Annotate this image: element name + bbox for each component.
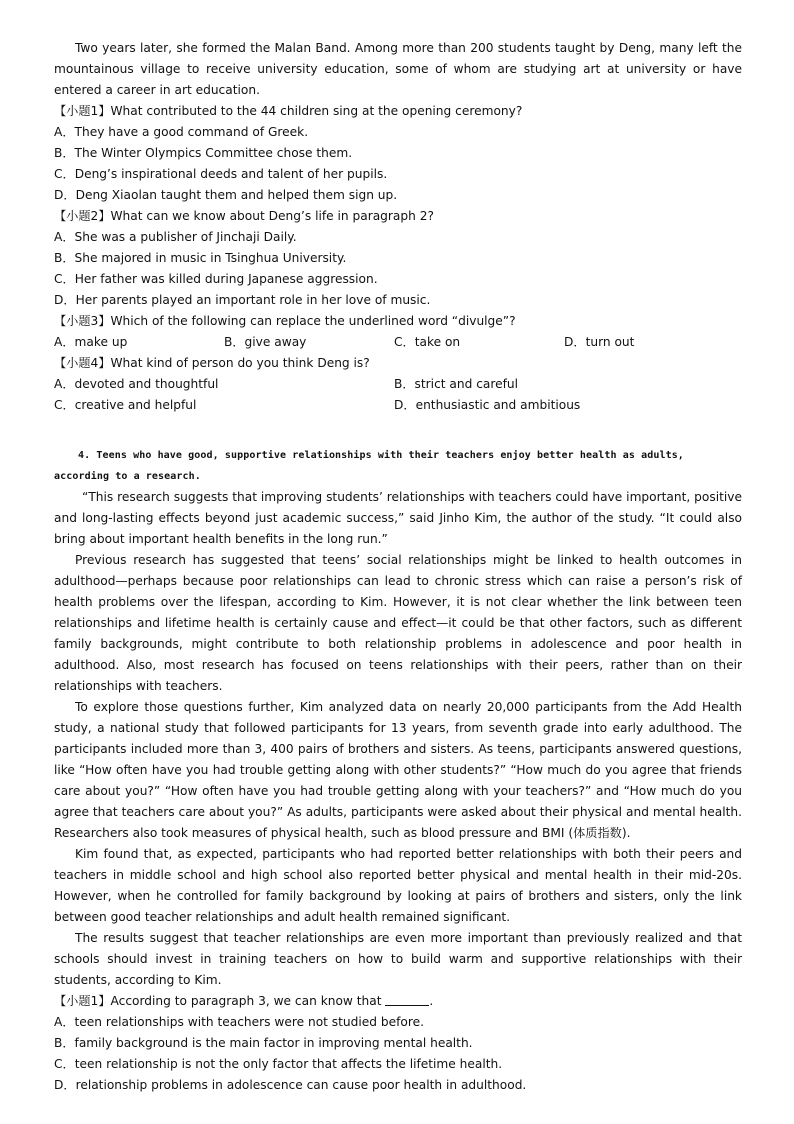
question-4-1: [54, 991, 742, 1096]
question-stem: 【小题4】What kind of person do you think Deng is?: [54, 356, 370, 370]
option-a: A．teen relationships with teachers were not studied before.: [54, 1015, 424, 1029]
option-b: B．She majored in music in Tsinghua University.: [54, 251, 347, 265]
option-d: D．enthusiastic and ambitious: [394, 398, 581, 412]
option-c: C．take on: [394, 335, 461, 349]
answer-blank: [385, 992, 429, 1006]
option-c: C．creative and helpful: [54, 398, 197, 412]
question-stem: [54, 991, 742, 1012]
option-c: C．Deng’s inspirational deeds and talent of her pupils.: [54, 167, 388, 181]
question-1: [54, 101, 742, 206]
option-a: A．She was a publisher of Jinchaji Daily.: [54, 230, 297, 244]
options-row: [54, 332, 742, 353]
option-b: B．strict and careful: [394, 377, 519, 391]
question-stem: 【小题1】What contributed to the 44 children sing at the opening ceremony?: [54, 104, 523, 118]
passage-paragraph-1: “This research suggests that improving students’ relationships with teachers could have important, positive and long-lasting effects beyond just academic success,” said Jinho Kim, the author of the study. “It could also bring about important health benefits in the long run.”: [54, 490, 742, 546]
question-3: [54, 311, 742, 353]
option-d: D．Her parents played an important role in her love of music.: [54, 293, 431, 307]
option-d: D．Deng Xiaolan taught them and helped them sign up.: [54, 188, 398, 202]
section-spacer: [54, 416, 742, 445]
question-stem: 【小题3】Which of the following can replace the underlined word “divulge”?: [54, 314, 516, 328]
question-2: [54, 206, 742, 311]
options-row: [54, 374, 742, 395]
passage-title: 4. Teens who have good, supportive relationships with their teachers enjoy better health as adults, according to a research.: [54, 450, 684, 482]
question-4: [54, 353, 742, 416]
option-b: B．The Winter Olympics Committee chose them.: [54, 146, 353, 160]
question-stem-end: .: [429, 994, 434, 1008]
passage-paragraph-2: Previous research has suggested that teens’ social relationships might be linked to health outcomes in adulthood—perhaps because poor relationships can lead to chronic stress which can raise a person’s risk of health problems over the lifespan, according to Kim. However, it is not clear whether the link between teen relationships and lifetime health is certainly cause and effect—it could be that other factors, such as different family backgrounds, might contribute to both relationship problems in adolescence and poor health in adulthood. Also, most research has focused on teens relationships with their peers, rather than on their relationships with teachers.: [54, 553, 742, 693]
document-page: [54, 38, 742, 1096]
option-b: B．family background is the main factor in improving mental health.: [54, 1036, 473, 1050]
option-a: A．devoted and thoughtful: [54, 377, 219, 391]
option-a: A．make up: [54, 335, 128, 349]
question-stem-text: 【小题1】According to paragraph 3, we can know that: [54, 994, 382, 1008]
option-d: D．relationship problems in adolescence can cause poor health in adulthood.: [54, 1078, 527, 1092]
passage-paragraph-4: Kim found that, as expected, participants who had reported better relationships with both their peers and teachers in middle school and high school also reported better physical and mental health in their mid-20s. However, when he controlled for family background by looking at pairs of brothers and sisters, only the link between good teacher relationships and adult health remained significant.: [54, 847, 742, 924]
passage-paragraph-3: To explore those questions further, Kim analyzed data on nearly 20,000 participants from the Add Health study, a national study that followed participants for 13 years, from seventh grade into early adulthood. The participants included more than 3, 400 pairs of brothers and sisters. As teens, participants answered questions, like “How often have you had trouble getting along with other students?” “How much do you agree that friends care about you?” “How often have you had trouble getting along with your teachers?” and “How much do you agree that teachers care about you?” As adults, participants were asked about their physical and mental health. Researchers also took measures of physical health, such as blood pressure and BMI (体质指数).: [54, 700, 742, 840]
option-c: C．Her father was killed during Japanese aggression.: [54, 272, 378, 286]
question-stem: 【小题2】What can we know about Deng’s life in paragraph 2?: [54, 209, 434, 223]
options-row: [54, 395, 742, 416]
passage-paragraph: Two years later, she formed the Malan Band. Among more than 200 students taught by Deng, many left the mountainous village to receive university education, some of whom are studying art at university or have entered a career in art education.: [54, 41, 742, 97]
passage-paragraph-5: The results suggest that teacher relationships are even more important than previously realized and that schools should invest in training teachers on how to build warm and supportive relationships with their students, according to Kim.: [54, 931, 742, 987]
option-d: D．turn out: [564, 335, 635, 349]
option-b: B．give away: [224, 335, 307, 349]
option-c: C．teen relationship is not the only factor that affects the lifetime health.: [54, 1057, 503, 1071]
option-a: A．They have a good command of Greek.: [54, 125, 309, 139]
